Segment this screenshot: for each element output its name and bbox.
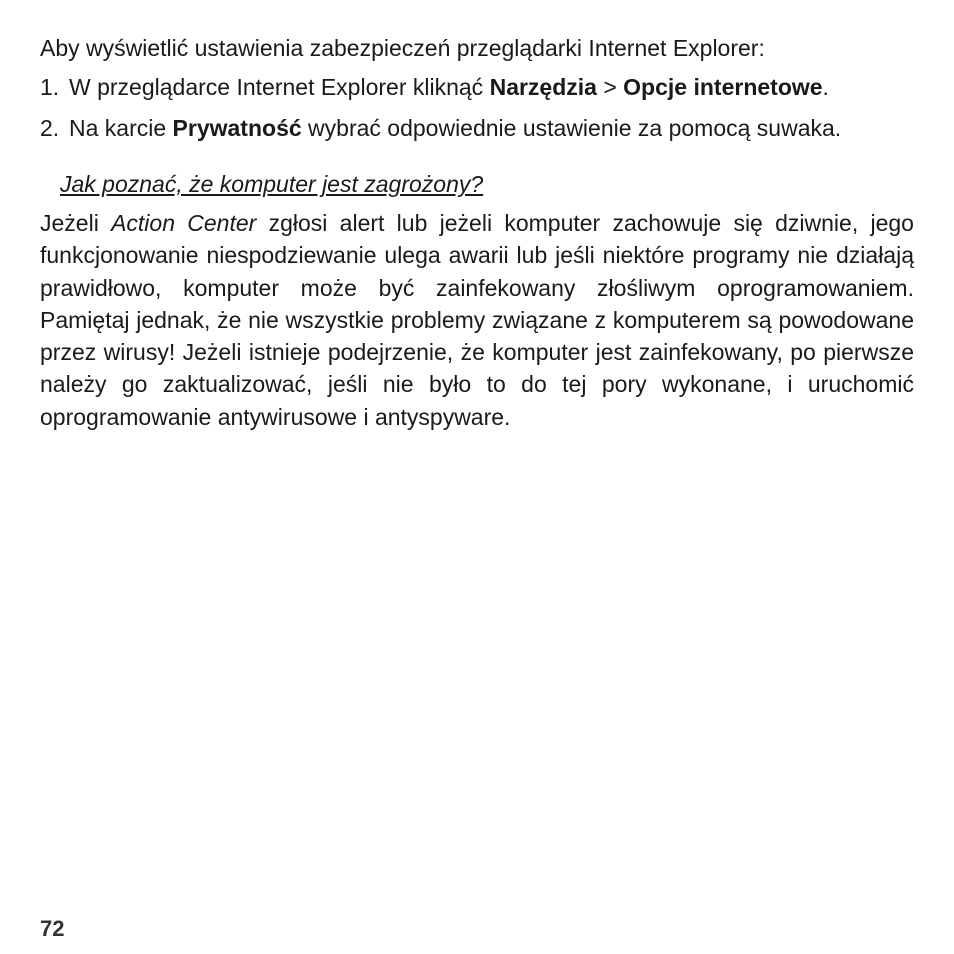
step-text-part: >: [596, 74, 624, 100]
tab-name-privacy: Prywatność: [172, 115, 302, 141]
step-text: [69, 71, 914, 103]
step-text-part: .: [822, 74, 829, 100]
step-number: 2.: [40, 115, 60, 141]
body-paragraph: [40, 207, 914, 433]
step-text: [69, 112, 914, 144]
step-item-2: [40, 112, 914, 144]
section-heading: Jak poznać, że komputer jest zagrożony?: [60, 171, 484, 197]
step-item-1: [40, 71, 914, 103]
menu-name-internet-options: Opcje internetowe: [623, 74, 823, 100]
step-number: 1.: [40, 74, 60, 100]
action-center-term: Action Center: [111, 210, 257, 236]
paragraph-text-part: Jeżeli: [40, 210, 112, 236]
step-text-part: W przeglądarce Internet Explorer kliknąć: [69, 74, 490, 100]
paragraph-text-part: zgłosi alert lub jeżeli komputer zachowuje się dziwnie, jego funkcjonowanie niespodziewanie ulega awarii lub jeśli niektóre programy nie działają prawidłowo, komputer może być zainfekowany złośliwym oprogramowaniem. Pamiętaj jednak, że nie wszystkie problemy związane z komputerem są powodowane przez wirusy! Jeżeli istnieje podejrzenie, że komputer jest zainfekowany, po pierwsze należy go zaktualizować, jeśli nie było to do tej pory wykonane, i uruchomić oprogramowanie antywirusowe i antyspyware.: [40, 210, 914, 430]
menu-name-tools: Narzędzia: [489, 74, 597, 100]
steps-list: [40, 71, 914, 144]
page-number: 72: [40, 916, 65, 941]
step-text-part: Na karcie: [69, 115, 173, 141]
step-text-part: wybrać odpowiednie ustawienie za pomocą suwaka.: [301, 115, 842, 141]
intro-text: Aby wyświetlić ustawienia zabezpieczeń przeglądarki Internet Explorer:: [40, 35, 765, 61]
document-page: [40, 32, 914, 433]
